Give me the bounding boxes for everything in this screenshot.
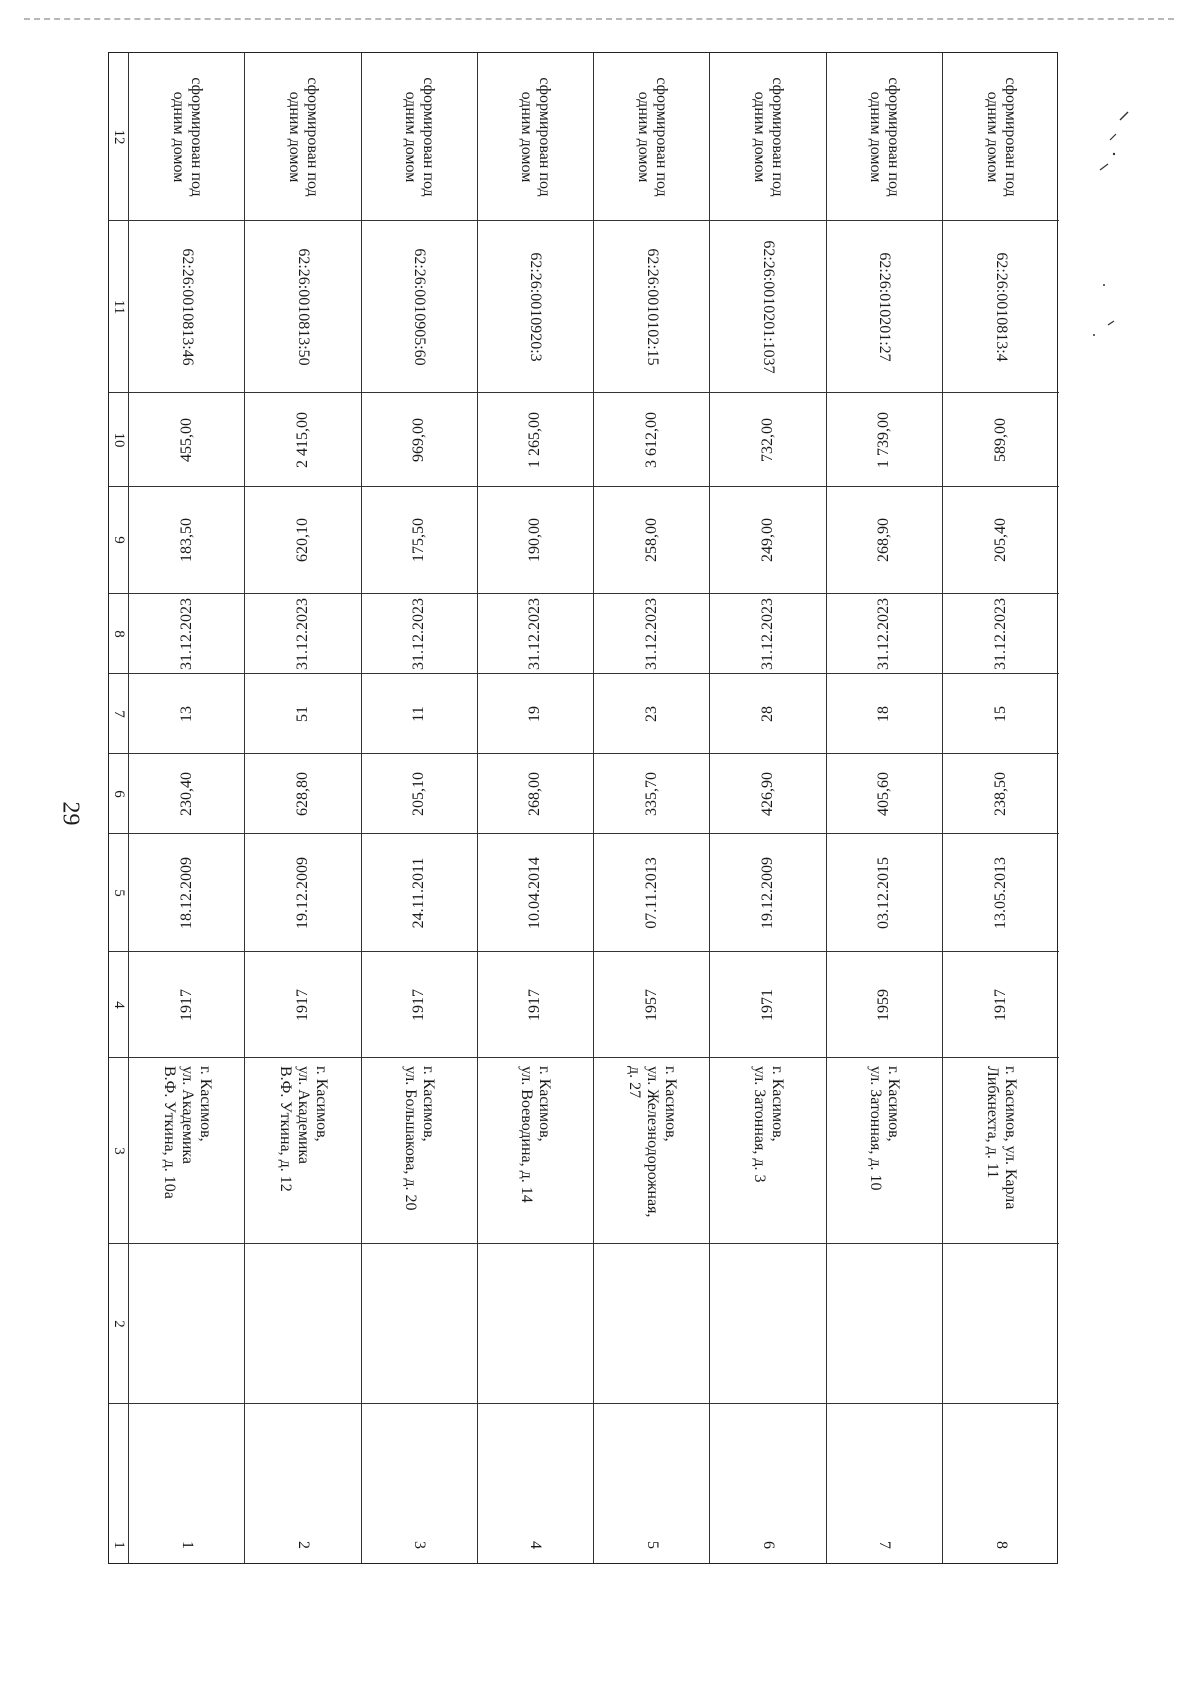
- cell-text: 31.12.2023: [758, 597, 776, 670]
- cell-cadastral: [129, 221, 244, 393]
- cell-text: 8: [992, 1541, 1010, 1549]
- cell-date2: [129, 594, 244, 674]
- cell-col10: [943, 393, 1059, 487]
- cell-text: сформирован под одним домом: [518, 76, 554, 197]
- cell-date2: [245, 594, 360, 674]
- cell-area: [245, 754, 360, 834]
- cell-text: 03.12.2015: [875, 856, 893, 929]
- cell-text: 62:26:0010813:46: [178, 247, 196, 366]
- table-row: [129, 53, 245, 1563]
- cell-text: 62:26:0010920:3: [527, 251, 545, 362]
- cell-count: [245, 674, 360, 754]
- cell-date1: [478, 834, 593, 952]
- cell-year: [245, 952, 360, 1058]
- cell-text: 31.12.2023: [642, 597, 660, 670]
- cell-text: 969,00: [410, 417, 428, 462]
- cell-number: [245, 1404, 360, 1565]
- cell-text: 3 612,00: [642, 411, 660, 468]
- cell-col2: [129, 1244, 244, 1404]
- cell-cadastral: [943, 221, 1059, 393]
- cell-number: [478, 1404, 593, 1565]
- cell-col2: [362, 1244, 477, 1404]
- header-cell: [109, 952, 128, 1058]
- cell-text: 455,00: [177, 417, 195, 462]
- cell-text: 62:26:0010813:50: [294, 247, 312, 366]
- cell-text: 31.12.2023: [991, 597, 1009, 670]
- cell-text: 11: [410, 705, 428, 722]
- cell-col9: [478, 487, 593, 594]
- cell-text: 7: [876, 1541, 894, 1549]
- header-cell: [109, 1058, 128, 1244]
- cell-text: 2 415,00: [293, 411, 311, 468]
- cell-col10: [245, 393, 360, 487]
- cell-text: 1959: [875, 988, 893, 1021]
- cell-text: 1971: [758, 988, 776, 1021]
- cell-text: 1917: [526, 988, 544, 1021]
- cell-address: [245, 1058, 360, 1244]
- cell-text: г. Касимов, ул. Затонная, д. 3: [750, 1065, 786, 1182]
- cell-text: сформирован под одним домом: [402, 76, 438, 197]
- table-row: [362, 53, 478, 1563]
- cell-text: 426,90: [758, 771, 776, 816]
- cell-address: [943, 1058, 1059, 1244]
- cell-col2: [943, 1244, 1059, 1404]
- cell-text: г. Касимов, ул. Академика В.Ф. Уткина, д. 10а: [160, 1065, 214, 1199]
- cell-text: 19.12.2009: [758, 856, 776, 929]
- cell-date2: [362, 594, 477, 674]
- cell-text: 6: [759, 1541, 777, 1549]
- cell-col10: [827, 393, 942, 487]
- column-number: 3: [110, 1146, 127, 1155]
- cell-text: 732,00: [758, 417, 776, 462]
- column-number: 1: [110, 1541, 127, 1549]
- cell-text: г. Касимов, ул. Карла Либкнехта, д. 11: [983, 1065, 1019, 1209]
- cell-year: [129, 952, 244, 1058]
- cell-text: сформирован под одним домом: [750, 76, 786, 197]
- cell-year: [478, 952, 593, 1058]
- cell-text: 3: [411, 1541, 429, 1549]
- cell-col2: [245, 1244, 360, 1404]
- column-number: 7: [110, 709, 127, 718]
- cell-date2: [594, 594, 709, 674]
- cell-text: г. Касимов, ул. Воеводина, д. 14: [518, 1065, 554, 1203]
- cell-text: сформирован под одним домом: [634, 76, 670, 197]
- cell-address: [594, 1058, 709, 1244]
- housing-registry-table: [108, 52, 1058, 1564]
- cell-text: 10.04.2014: [526, 856, 544, 929]
- cell-number: [129, 1404, 244, 1565]
- cell-number: [594, 1404, 709, 1565]
- cell-text: 205,40: [991, 518, 1009, 562]
- cell-address: [129, 1058, 244, 1244]
- cell-cadastral: [594, 221, 709, 393]
- cell-col10: [362, 393, 477, 487]
- header-cell: [109, 53, 128, 221]
- cell-text: 335,70: [642, 771, 660, 816]
- cell-text: 51: [293, 705, 311, 722]
- table-row: [594, 53, 710, 1563]
- cell-text: 2: [294, 1541, 312, 1549]
- header-cell: [109, 221, 128, 393]
- cell-date1: [594, 834, 709, 952]
- cell-col2: [478, 1244, 593, 1404]
- cell-text: 23: [642, 705, 660, 722]
- column-number: 2: [110, 1319, 127, 1328]
- column-number: 6: [110, 789, 127, 798]
- cell-text: 31.12.2023: [177, 597, 195, 670]
- cell-col9: [594, 487, 709, 594]
- column-number: 5: [110, 888, 127, 897]
- cell-year: [827, 952, 942, 1058]
- cell-status: [943, 53, 1059, 221]
- cell-text: 4: [527, 1541, 545, 1549]
- cell-status: [594, 53, 709, 221]
- cell-text: 62:26:0010201:1037: [759, 239, 777, 374]
- cell-area: [943, 754, 1059, 834]
- cell-text: 238,50: [991, 771, 1009, 816]
- cell-address: [478, 1058, 593, 1244]
- table-row: [478, 53, 594, 1563]
- cell-text: 1: [178, 1541, 196, 1549]
- cell-col10: [129, 393, 244, 487]
- cell-date2: [943, 594, 1059, 674]
- cell-col9: [827, 487, 942, 594]
- cell-year: [943, 952, 1059, 1058]
- cell-col9: [710, 487, 825, 594]
- cell-address: [710, 1058, 825, 1244]
- cell-text: 15: [991, 705, 1009, 722]
- cell-col2: [827, 1244, 942, 1404]
- cell-col10: [478, 393, 593, 487]
- cell-col2: [710, 1244, 825, 1404]
- cell-text: 190,00: [526, 518, 544, 562]
- cell-text: 258,00: [642, 518, 660, 562]
- cell-cadastral: [478, 221, 593, 393]
- cell-text: 183,50: [177, 518, 195, 562]
- header-cell: [109, 594, 128, 674]
- cell-text: 13: [177, 705, 195, 722]
- cell-text: г. Касимов, ул. Академика В.Ф. Уткина, д. 12: [276, 1065, 330, 1192]
- cell-col9: [129, 487, 244, 594]
- cell-text: 13.05.2013: [991, 856, 1009, 929]
- cell-text: г. Касимов, ул. Железнодорожная, д. 27: [625, 1065, 679, 1217]
- cell-text: 1917: [991, 988, 1009, 1021]
- cell-count: [827, 674, 942, 754]
- cell-col9: [362, 487, 477, 594]
- cell-date2: [710, 594, 825, 674]
- cell-text: 19: [526, 705, 544, 722]
- cell-number: [827, 1404, 942, 1565]
- cell-cadastral: [827, 221, 942, 393]
- cell-text: 62:26:0010813:4: [992, 251, 1010, 362]
- cell-status: [827, 53, 942, 221]
- cell-text: 31.12.2023: [293, 597, 311, 670]
- cell-area: [362, 754, 477, 834]
- cell-text: 1917: [410, 988, 428, 1021]
- cell-date1: [362, 834, 477, 952]
- column-number: 12: [110, 129, 127, 144]
- cell-text: 249,00: [758, 518, 776, 562]
- cell-text: 62:26:0010102:15: [643, 247, 661, 366]
- cell-date1: [827, 834, 942, 952]
- cell-cadastral: [245, 221, 360, 393]
- cell-text: 31.12.2023: [410, 597, 428, 670]
- cell-date1: [129, 834, 244, 952]
- cell-address: [827, 1058, 942, 1244]
- cell-col10: [594, 393, 709, 487]
- cell-text: 268,90: [875, 518, 893, 562]
- cell-status: [710, 53, 825, 221]
- table-row: [943, 53, 1059, 1563]
- cell-text: 31.12.2023: [875, 597, 893, 670]
- cell-text: 1 739,00: [875, 411, 893, 468]
- header-cell: [109, 674, 128, 754]
- cell-text: 205,10: [410, 771, 428, 816]
- cell-date2: [478, 594, 593, 674]
- cell-text: 1917: [293, 988, 311, 1021]
- cell-text: сформирован под одним домом: [983, 76, 1019, 197]
- header-row: [109, 53, 129, 1563]
- cell-col9: [943, 487, 1059, 594]
- cell-area: [129, 754, 244, 834]
- cell-count: [362, 674, 477, 754]
- cell-area: [827, 754, 942, 834]
- cell-cadastral: [710, 221, 825, 393]
- cell-count: [129, 674, 244, 754]
- header-cell: [109, 393, 128, 487]
- cell-text: 1 265,00: [526, 411, 544, 468]
- cell-text: 628,80: [293, 771, 311, 816]
- cell-date2: [827, 594, 942, 674]
- cell-text: 28: [758, 705, 776, 722]
- column-number: 10: [110, 432, 127, 447]
- cell-date1: [710, 834, 825, 952]
- cell-text: 230,40: [177, 771, 195, 816]
- cell-text: 19.12.2009: [293, 856, 311, 929]
- cell-text: 07.11.2013: [642, 856, 660, 929]
- cell-number: [710, 1404, 825, 1565]
- cell-text: 268,00: [526, 771, 544, 816]
- page-number: 29: [57, 801, 84, 826]
- header-cell: [109, 1404, 128, 1565]
- cell-text: 5: [643, 1541, 661, 1549]
- cell-year: [362, 952, 477, 1058]
- cell-area: [710, 754, 825, 834]
- cell-text: 175,50: [410, 518, 428, 562]
- cell-cadastral: [362, 221, 477, 393]
- cell-year: [594, 952, 709, 1058]
- cell-text: г. Касимов, ул. Большакова, д. 20: [402, 1065, 438, 1211]
- cell-count: [478, 674, 593, 754]
- column-number: 9: [110, 536, 127, 544]
- cell-col2: [594, 1244, 709, 1404]
- cell-text: 31.12.2023: [526, 597, 544, 670]
- cell-text: 24.11.2011: [410, 857, 428, 928]
- cell-area: [478, 754, 593, 834]
- cell-text: 1957: [642, 988, 660, 1021]
- header-cell: [109, 834, 128, 952]
- column-number: 4: [110, 1000, 127, 1009]
- cell-text: 62:26:010201:27: [876, 251, 894, 362]
- table-row: [710, 53, 826, 1563]
- cell-text: 18: [875, 705, 893, 722]
- header-cell: [109, 1244, 128, 1404]
- table-row: [245, 53, 361, 1563]
- cell-text: 18.12.2009: [177, 856, 195, 929]
- cell-count: [710, 674, 825, 754]
- cell-text: г. Касимов, ул. Затонная, д. 10: [867, 1065, 903, 1190]
- cell-text: сформирован под одним домом: [867, 76, 903, 197]
- column-number: 8: [110, 629, 127, 638]
- cell-text: 620,10: [293, 518, 311, 562]
- cell-address: [362, 1058, 477, 1244]
- cell-area: [594, 754, 709, 834]
- header-cell: [109, 754, 128, 834]
- column-number: 11: [110, 299, 127, 314]
- cell-status: [129, 53, 244, 221]
- cell-status: [478, 53, 593, 221]
- table-row: [827, 53, 943, 1563]
- cell-count: [594, 674, 709, 754]
- cell-count: [943, 674, 1059, 754]
- cell-status: [362, 53, 477, 221]
- cell-text: 62:26:0010905:60: [411, 247, 429, 366]
- cell-year: [710, 952, 825, 1058]
- cell-date1: [245, 834, 360, 952]
- scan-artifact-line: [24, 18, 1174, 20]
- header-cell: [109, 487, 128, 594]
- cell-text: 589,00: [991, 417, 1009, 462]
- cell-date1: [943, 834, 1059, 952]
- cell-col10: [710, 393, 825, 487]
- cell-text: сформирован под одним домом: [285, 76, 321, 197]
- cell-status: [245, 53, 360, 221]
- cell-number: [362, 1404, 477, 1565]
- cell-text: 405,60: [875, 771, 893, 816]
- cell-col9: [245, 487, 360, 594]
- cell-text: 1917: [177, 988, 195, 1021]
- cell-text: сформирован под одним домом: [169, 76, 205, 197]
- cell-number: [943, 1404, 1059, 1565]
- pen-marks: [1080, 110, 1140, 410]
